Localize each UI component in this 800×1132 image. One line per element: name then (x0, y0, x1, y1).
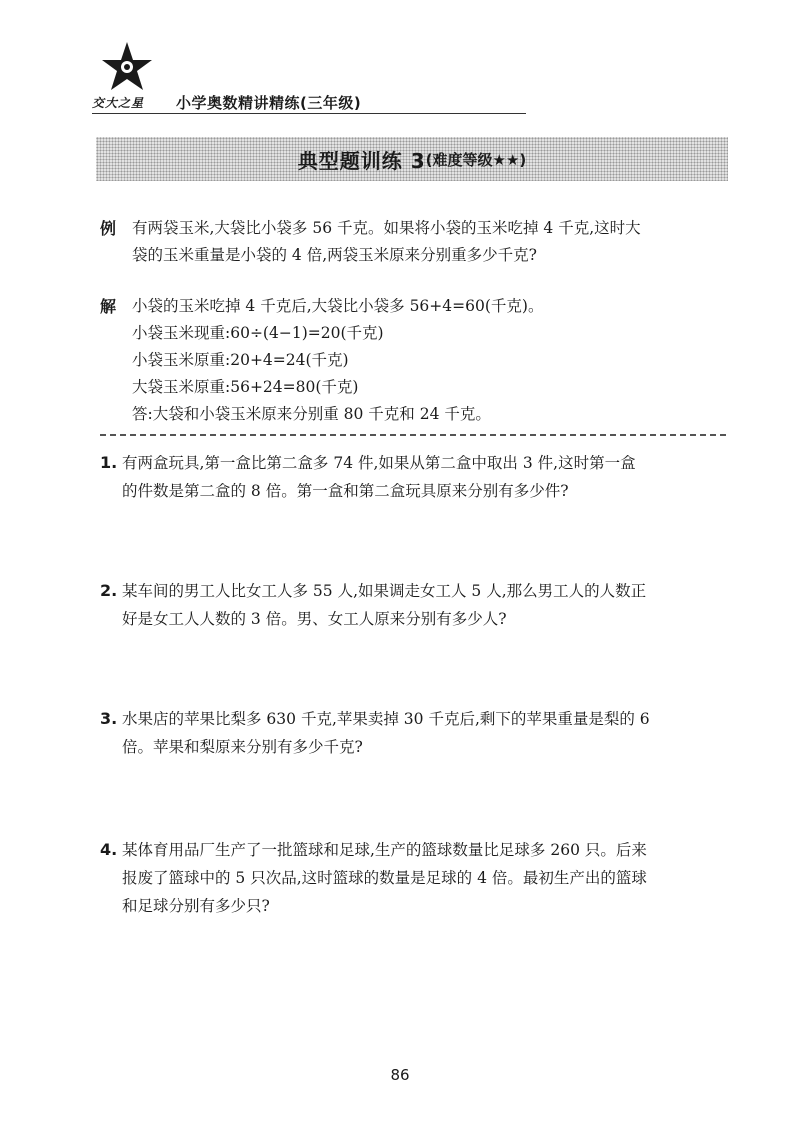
difficulty-label: (难度等级★★) (425, 150, 527, 169)
section-title: 典型题训练 3 (297, 148, 426, 173)
solution-line: 小袋玉米原重:20+4=24(千克) (132, 351, 349, 369)
solution-line: 答:大袋和小袋玉米原来分别重 80 千克和 24 千克。 (132, 405, 491, 423)
solution-block (100, 293, 740, 428)
problem-line: 有两盒玩具,第一盒比第二盒多 74 件,如果从第二盒中取出 3 件,这时第一盒 (122, 454, 636, 472)
problem-1 (100, 449, 740, 505)
page-number: 86 (390, 1066, 410, 1084)
example-block (100, 215, 740, 269)
solution-line: 小袋的玉米吃掉 4 千克后,大袋比小袋多 56+4=60(千克)。 (132, 297, 544, 315)
problem-number: 4. (100, 840, 118, 859)
header-rule (92, 113, 526, 114)
star-logo-icon (100, 40, 154, 94)
brand-logo-text: 交大之星 (92, 96, 145, 110)
problem-line: 水果店的苹果比梨多 630 千克,苹果卖掉 30 千克后,剩下的苹果重量是梨的 6 (122, 710, 650, 728)
solution-line: 大袋玉米原重:56+24=80(千克) (132, 378, 359, 396)
dashed-divider (100, 434, 726, 436)
problem-line: 的件数是第二盒的 8 倍。第一盒和第二盒玩具原来分别有多少件? (122, 482, 569, 500)
problem-line: 某体育用品厂生产了一批篮球和足球,生产的篮球数量比足球多 260 只。后来 (122, 841, 647, 859)
problem-line: 报废了篮球中的 5 只次品,这时篮球的数量是足球的 4 倍。最初生产出的篮球 (122, 869, 647, 887)
solution-line: 小袋玉米现重:60÷(4−1)=20(千克) (132, 324, 384, 342)
problem-2 (100, 577, 740, 633)
problem-number: 2. (100, 581, 118, 600)
problem-4 (100, 836, 740, 920)
problem-number: 1. (100, 453, 118, 472)
example-tag: 例 (100, 219, 117, 238)
problem-3 (100, 705, 740, 761)
problem-line: 和足球分别有多少只? (122, 897, 270, 915)
book-title: 小学奥数精讲精练(三年级) (176, 94, 362, 112)
problem-number: 3. (100, 709, 118, 728)
problem-line: 好是女工人人数的 3 倍。男、女工人原来分别有多少人? (122, 610, 507, 628)
section-banner (96, 137, 728, 181)
problem-line: 倍。苹果和梨原来分别有多少千克? (122, 738, 363, 756)
solution-tag: 解 (100, 297, 117, 316)
example-line: 有两袋玉米,大袋比小袋多 56 千克。如果将小袋的玉米吃掉 4 千克,这时大 (132, 219, 641, 237)
example-line: 袋的玉米重量是小袋的 4 倍,两袋玉米原来分别重多少千克? (132, 246, 537, 264)
page-header (92, 40, 532, 112)
problem-line: 某车间的男工人比女工人多 55 人,如果调走女工人 5 人,那么男工人的人数正 (122, 582, 647, 600)
